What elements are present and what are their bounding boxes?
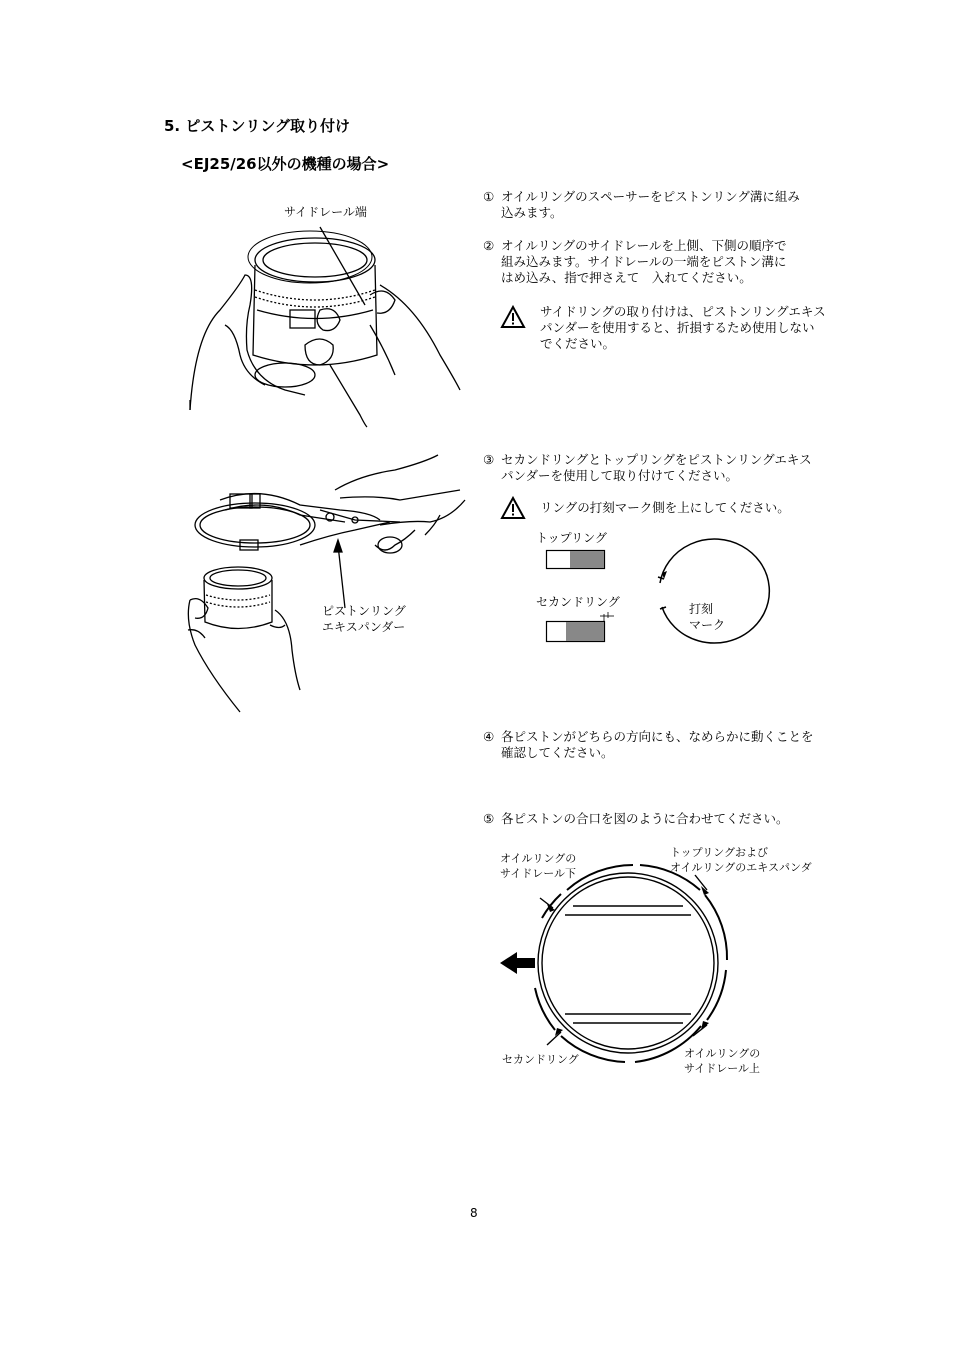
top-ring-label: トップリング [536, 531, 607, 545]
top-ring-expander-label: トップリングおよび オイルリングのエキスパンダ [670, 846, 812, 874]
step-1: ① オイルリングのスペーサーをピストンリング溝に組み 込みます。 [483, 189, 800, 220]
step-2: ② オイルリングのサイドレールを上側、下側の順序で 組み込みます。サイドレールの一端をピストン溝に はめ込み、指で押さえて 入れてください。 [483, 238, 787, 285]
ring-mark-diagram [650, 545, 775, 655]
step-4: ④ 各ピストンがどちらの方向にも、なめらかに動くことを 確認してください。 [483, 729, 814, 760]
piston-side-rail-illustration [185, 215, 470, 430]
ring-gap-diagram [495, 860, 735, 1060]
ring-expander-illustration [180, 450, 470, 712]
page-number: 8 [470, 1206, 478, 1220]
step-3: ③ セカンドリングとトップリングをピストンリングエキス パンダーを使用して取り付けてください。 [483, 452, 812, 483]
step-5: ⑤ 各ピストンの合口を図のように合わせてください。 [483, 811, 789, 826]
warning-ring-mark: リングの打刻マーク側を上にしてください。 [540, 500, 790, 515]
second-ring-gap-label: セカンドリング [502, 1053, 579, 1066]
oil-upper-rail-label: オイルリングの サイドレール上 [684, 1047, 761, 1075]
oil-lower-rail-label: オイルリングの サイドレール下 [500, 852, 577, 880]
side-rail-end-label: サイドレール端 [284, 205, 367, 219]
warning-icon [501, 497, 525, 519]
warning-side-ring: サイドリングの取り付けは、ピストンリングエキス パンダーを使用すると、折損するため使用しない でください。 [540, 304, 826, 351]
second-ring-label: セカンドリング [536, 595, 620, 609]
expander-label: ピストンリング エキスパンダー [322, 604, 406, 634]
subsection-title: <EJ25/26以外の機種の場合> [181, 155, 390, 173]
top-ring-section-icon [546, 550, 608, 570]
mark-label: 打刻 マーク [689, 602, 726, 632]
warning-icon [501, 306, 525, 328]
section-title: 5. ピストンリング取り付け [164, 117, 351, 135]
second-ring-section-icon [546, 612, 618, 644]
